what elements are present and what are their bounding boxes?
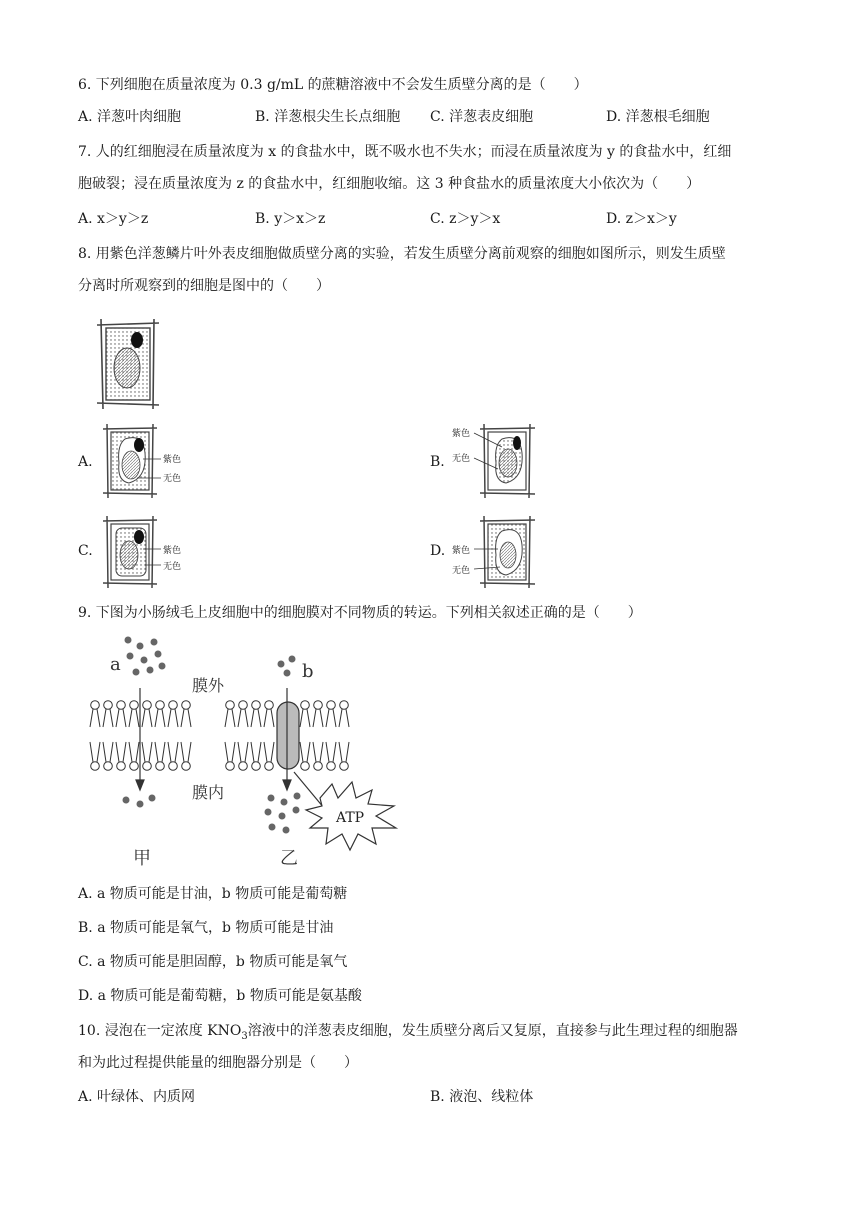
a-molecules-inside (123, 795, 156, 808)
q8-option-d-figure (450, 515, 535, 589)
q7-option-b: B. y＞x＞z (255, 211, 326, 227)
q6-stem: 6. 下列细胞在质量浓度为 0.3 g/mL 的蔗糖溶液中不会发生质壁分离的是（ ） (78, 77, 588, 93)
original-cell-figure (97, 318, 159, 410)
q7-option-c: C. z＞y＞x (430, 211, 501, 227)
b-molecules-outside (278, 656, 296, 677)
label-colorless: 无色 (163, 562, 182, 572)
q8-option-b-letter: B. (430, 454, 445, 470)
q7-stem-line2: 胞破裂；浸在质量浓度为 z 的食盐水中，红细胞收缩。这 3 种食盐水的质量浓度大小依次为（ ） (78, 176, 701, 192)
q9-option-b: B. a 物质可能是氧气，b 物质可能是甘油 (78, 920, 334, 936)
b-molecules-inside (265, 793, 301, 834)
label-atp: ATP (336, 810, 365, 826)
q9-stem: 9. 下图为小肠绒毛上皮细胞中的细胞膜对不同物质的转运。下列相关叙述正确的是（ ） (78, 605, 642, 621)
q8-option-a-figure (103, 423, 193, 499)
q10-stem-sub: 3 (241, 1030, 248, 1042)
label-colorless: 无色 (452, 566, 471, 576)
q8-option-c-letter: C. (78, 543, 93, 559)
q10-option-b: B. 液泡、线粒体 (430, 1089, 534, 1105)
q8-option-a-letter: A. (78, 454, 93, 470)
q8-option-c-figure (103, 515, 193, 589)
q8-option-b-figure (450, 423, 535, 499)
label-a: a (110, 654, 121, 675)
label-jia: 甲 (133, 848, 151, 869)
carrier-protein (277, 702, 299, 769)
q6-option-c: C. 洋葱表皮细胞 (430, 109, 534, 125)
q10-stem-line1 (78, 1021, 738, 1047)
q10-stem-line2: 和为此过程提供能量的细胞器分别是（ ） (78, 1055, 358, 1071)
label-b: b (302, 661, 314, 682)
q9-option-c: C. a 物质可能是胆固醇，b 物质可能是氧气 (78, 954, 348, 970)
a-molecules-outside (125, 637, 166, 676)
label-purple: 紫色 (452, 546, 471, 556)
label-purple: 紫色 (452, 429, 471, 439)
q6-option-b: B. 洋葱根尖生长点细胞 (255, 109, 401, 125)
membrane-transport-diagram (80, 632, 410, 872)
q7-option-d: D. z＞x＞y (606, 211, 677, 227)
q10-stem-pre: 10. 浸泡在一定浓度 KNO (78, 1023, 242, 1039)
q10-option-a: A. 叶绿体、内质网 (78, 1089, 196, 1105)
q7-stem-line1: 7. 人的红细胞浸在质量浓度为 x 的食盐水中，既不吸水也不失水；而浸在质量浓度为 y 的食盐水中，红细 (78, 144, 732, 160)
label-inside: 膜内 (192, 783, 225, 802)
label-colorless: 无色 (163, 474, 182, 484)
q10-stem-post: 溶液中的洋葱表皮细胞，发生质壁分离后又复原，直接参与此生理过程的细胞器 (247, 1023, 738, 1039)
label-colorless: 无色 (452, 454, 471, 464)
q8-option-d-letter: D. (430, 543, 446, 559)
q9-option-d: D. a 物质可能是葡萄糖，b 物质可能是氨基酸 (78, 988, 362, 1004)
label-outside: 膜外 (192, 676, 225, 695)
q6-option-d: D. 洋葱根毛细胞 (606, 109, 710, 125)
q7-option-a: A. x＞y＞z (78, 211, 149, 227)
label-purple: 紫色 (163, 455, 182, 465)
q9-option-a: A. a 物质可能是甘油，b 物质可能是葡萄糖 (78, 886, 348, 902)
q6-option-a: A. 洋葱叶肉细胞 (78, 109, 182, 125)
q8-stem-line1: 8. 用紫色洋葱鳞片叶外表皮细胞做质壁分离的实验，若发生质壁分离前观察的细胞如图所示，则发生质壁 (78, 246, 726, 262)
label-yi: 乙 (280, 848, 298, 869)
q8-stem-line2: 分离时所观察到的细胞是图中的（ ） (78, 278, 330, 294)
label-purple: 紫色 (163, 546, 182, 556)
